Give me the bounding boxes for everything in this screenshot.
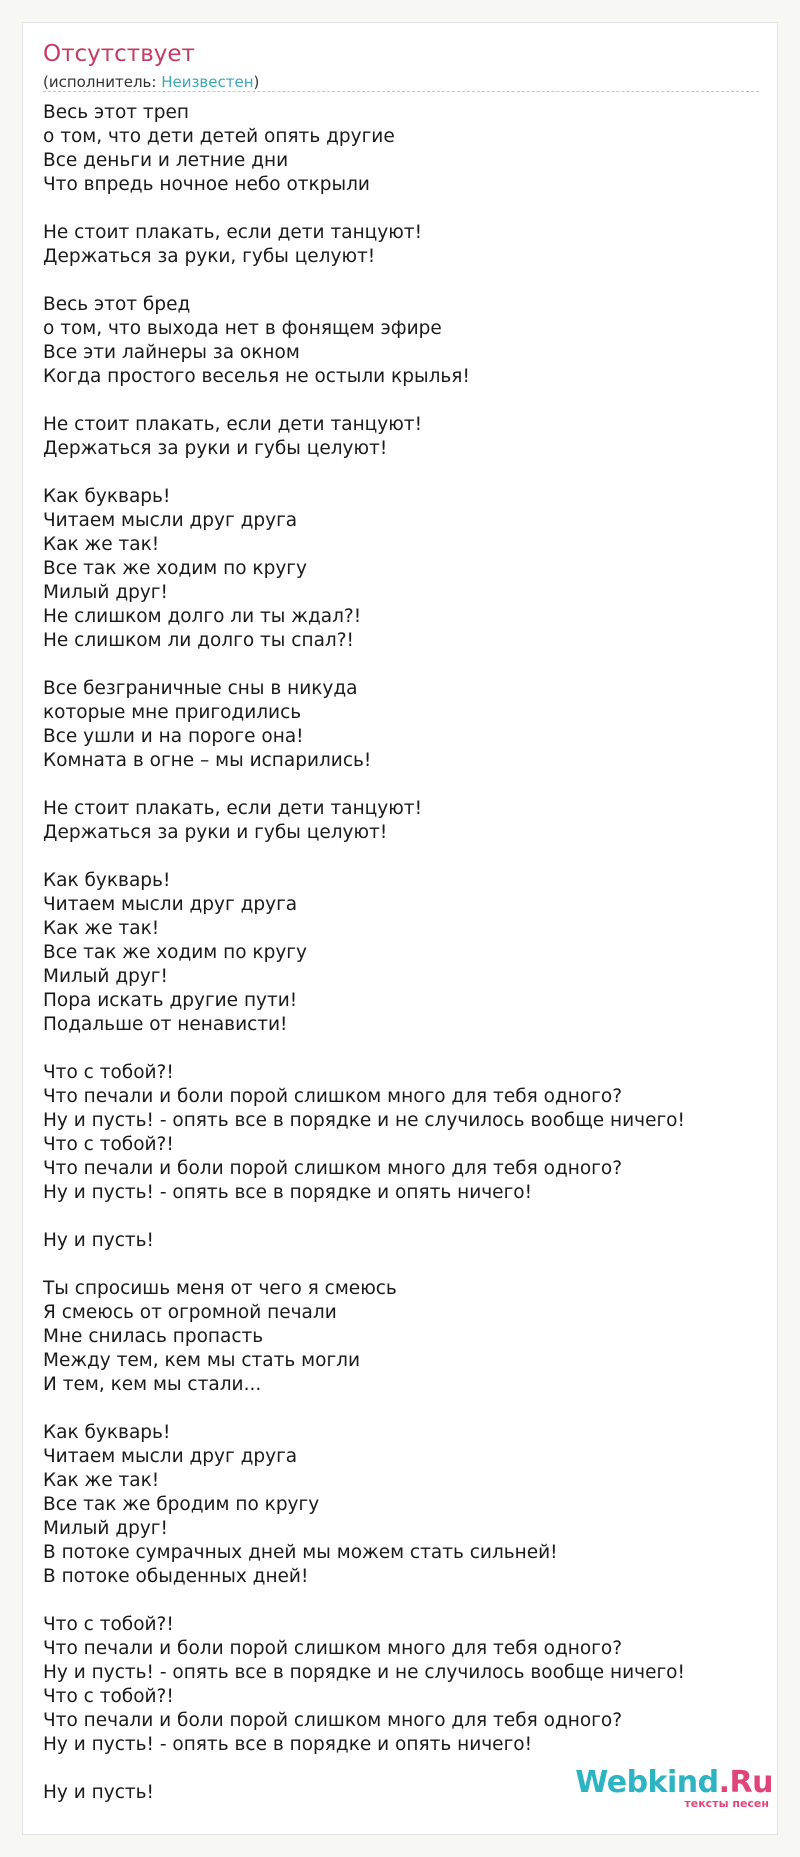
site-logo[interactable] xyxy=(573,1765,773,1810)
lyrics-card xyxy=(22,22,778,1835)
artist-line xyxy=(43,72,259,92)
artist-link[interactable]: Неизвестен xyxy=(161,73,254,91)
title-divider xyxy=(43,91,759,92)
song-title: Отсутствует xyxy=(43,41,195,67)
lyrics-text: Весь этот треп о том, что дети детей опять другие Все деньги и летние дни Что впредь ночное небо открыли Не стоит плакать, если дети танцуют! Держаться за руки, губы целуют! Весь этот бред о том, что выхода нет в фонящем эфире Все эти лайнеры за окном Когда простого веселья не остыли крылья! Не стоит плакать, если дети танцуют! Держаться за руки и губы целуют! Как букварь! Читаем мысли друг друга Как же так! Все так же ходим по кругу Милый друг! Не слишком долго ли ты ждал?! Не слишком ли долго ты спал?! Все безграничные сны в никуда которые мне пригодились Все ушли и на пороге она! Комната в огне – мы испарились! Не стоит плакать, если дети танцуют! Держаться за руки и губы целуют! Как букварь! Читаем мысли друг друга Как же так! Все так же ходим по кругу Милый друг! Пора искать другие пути! Подальше от ненависти! Что с тобой?! Что печали и боли порой слишком много для тебя одного? Ну и пусть! - опять все в порядке и не случилось вообще ничего! Что с тобой?! Что печали и боли порой слишком много для тебя одного? Ну и пусть! - опять все в порядке и опять ничего! Ну и пусть! Ты спросишь меня от чего я смеюсь Я смеюсь от огромной печали Мне снилась пропасть Между тем, кем мы стать могли И тем, кем мы стали... Как букварь! Читаем мысли друг друга Как же так! Все так же бродим по кругу Милый друг! В потоке сумрачных дней мы можем стать сильней! В потоке обыденных дней! Что с тобой?! Что печали и боли порой слишком много для тебя одного? Ну и пусть! - опять все в порядке и не случилось вообще ничего! Что с тобой?! Что печали и боли порой слишком много для тебя одного? Ну и пусть! - опять все в порядке и опять ничего! Ну и пусть! xyxy=(43,102,685,1803)
logo-tld: .Ru xyxy=(718,1765,773,1800)
logo-main-text: Webkind xyxy=(575,1765,719,1800)
artist-suffix: ) xyxy=(253,73,260,91)
logo-tagline: тексты песен xyxy=(684,1797,769,1810)
artist-prefix: (исполнитель: xyxy=(43,73,162,91)
logo-wordmark xyxy=(573,1767,773,1799)
